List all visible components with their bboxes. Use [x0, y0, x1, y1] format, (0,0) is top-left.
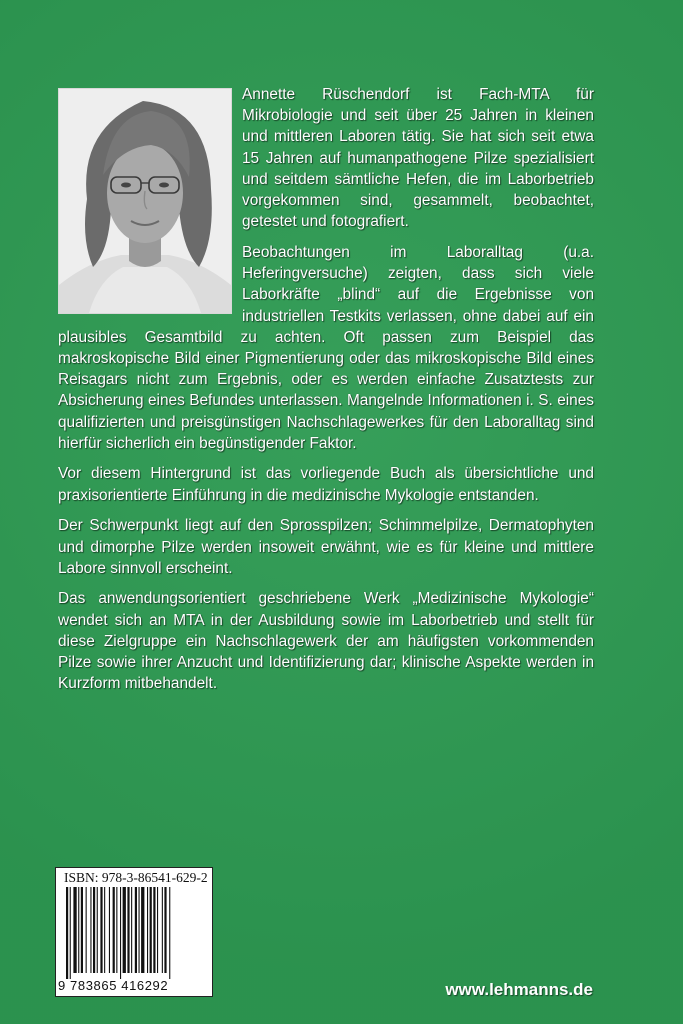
isbn-label: ISBN: 978-3-86541-629-2 [64, 870, 208, 885]
ean-digits: 9 783865 416292 [58, 978, 169, 993]
blurb-paragraph-audience: Das anwendungsorientiert geschriebene Werk „Medizinische Mykologie“ wendet sich an MTA in der Ausbildung sowie im Laborbetrieb und stellt für diese Zielgruppe ein Nachschlagewerk der am häufigsten vorkommenden Pilze sowie ihrer Anzucht und Identifizierung dar; klinische Aspekte werden in Kurzform mitbehandelt. [58, 590, 594, 693]
isbn-barcode [55, 867, 213, 997]
publisher-url: www.lehmanns.de [445, 980, 593, 999]
photo-text-wrap-spacer [58, 84, 242, 322]
blurb-text [58, 84, 594, 704]
blurb-paragraph-focus: Der Schwerpunkt liegt auf den Sprosspilzen; Schimmelpilze, Dermatophyten und dimorphe Pilze werden insoweit erwähnt, wie es für kleine und mittlere Labore sinnvoll erscheint. [58, 517, 594, 577]
blurb-paragraph-background: Vor diesem Hintergrund ist das vorliegende Buch als übersichtliche und praxisorientierte Einführung in die medizinische Mykologie entstanden. [58, 465, 594, 504]
blurb-paragraph-author-bio: Annette Rüschendorf ist Fach-MTA für Mikrobiologie und seit über 25 Jahren in kleinen und mittleren Laboren tätig. Sie hat sich seit etwa 15 Jahren auf humanpathogene Pilze spezialisiert und seitdem sämtliche Hefen, die im Laborbetrieb vorgekommen sind, gesammelt, beobachtet, getestet und fotografiert. [242, 86, 594, 231]
blurb-paragraph-observations: Beobachtungen im Laboralltag (u.a. Heferingversuche) zeigten, dass sich viele Laborkräfte „blind“ auf die Ergebnisse von industriellen Testkits verlassen, ohne dabei auf ein plausibles Gesamtbild zu achten. Oft passen zum Beispiel das makroskopische Bild einer Pigmentierung oder das mikroskopische Bild eines Reisagars nicht zum Ergebnis, oder es werden einfache Zusatztests zur Absicherung eines Befundes unterlassen. Mangelnde Informationen i. S. eines qualifizierten und preisgünstigen Nachschlagewerkes für den Laboralltag sind hierfür sicherlich ein begünstigender Faktor. [58, 243, 594, 452]
barcode-bars-icon [66, 887, 204, 979]
